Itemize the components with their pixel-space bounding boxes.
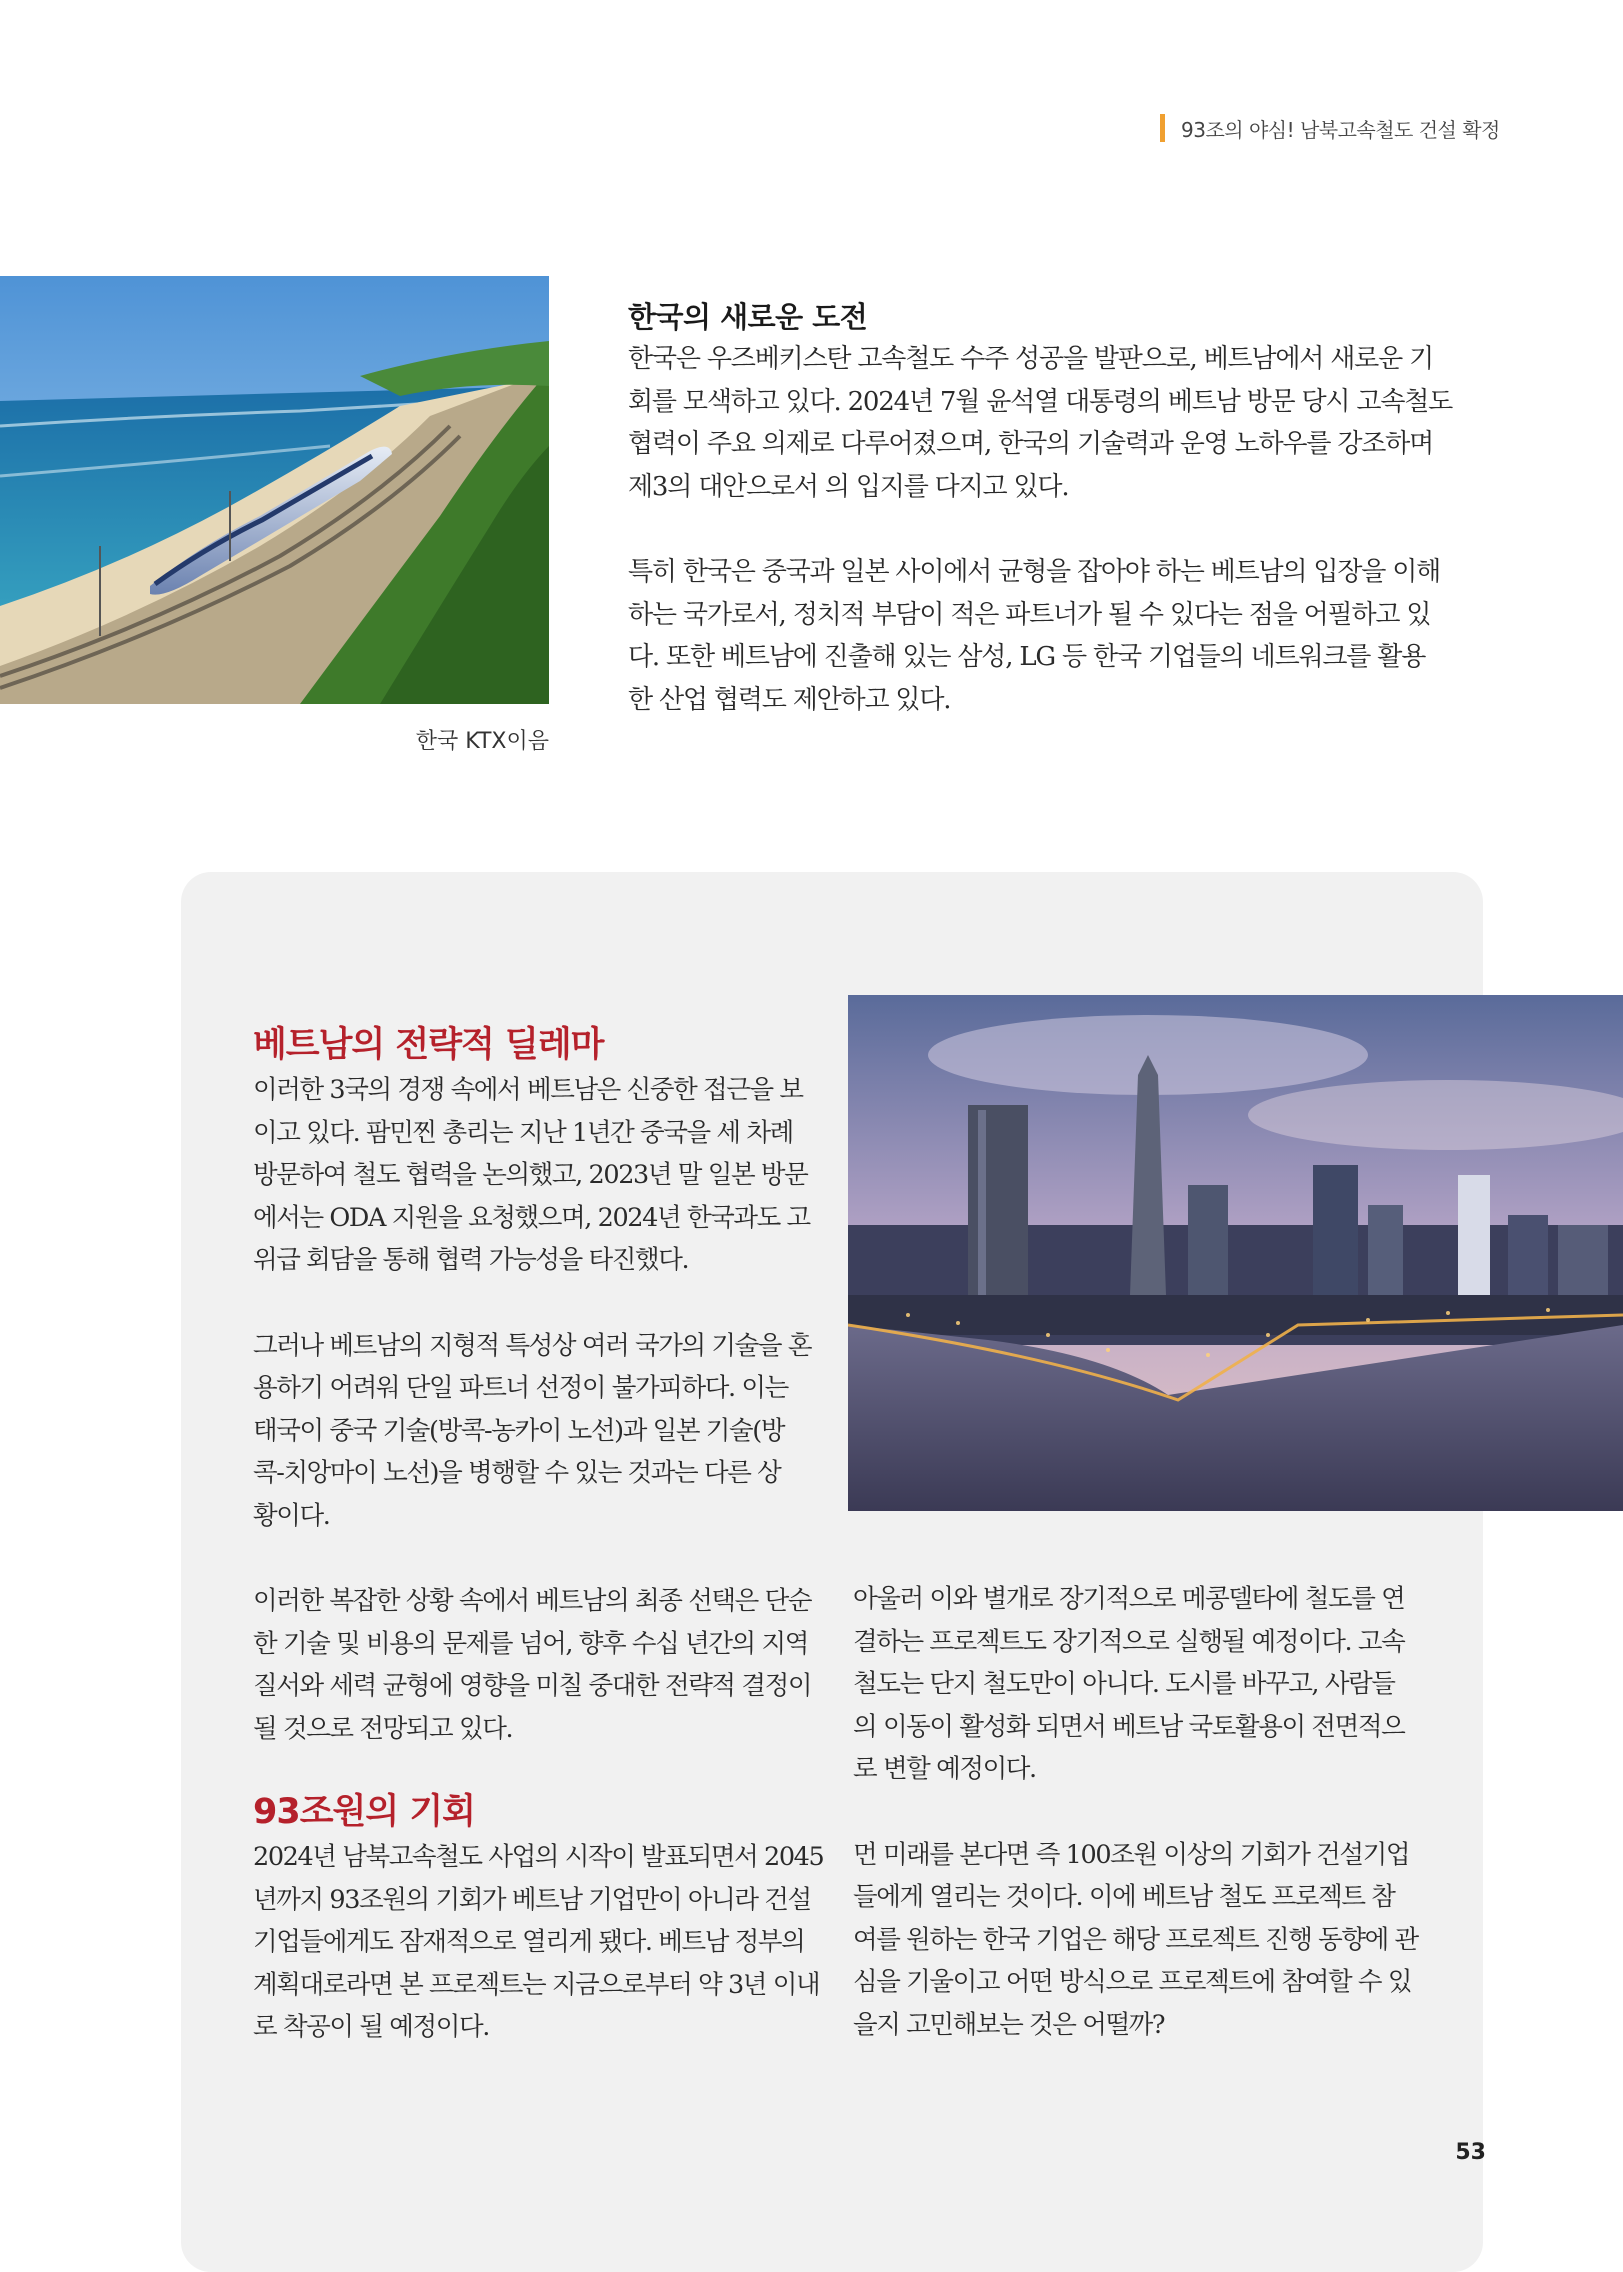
city-skyline-photo [848,995,1623,1511]
text-line: 한 산업 협력도 제안하고 있다. [628,684,951,715]
opportunity-paragraph-1 [253,1836,824,2049]
running-header [1160,113,1500,143]
right-paragraph-2 [853,1834,1418,2047]
text-line: 특히 한국은 중국과 일본 사이에서 균형을 잡아야 하는 베트남의 입장을 이해 [628,557,1441,587]
text-line: 방문하여 철도 협력을 논의했고, 2023년 말 일본 방문 [253,1160,808,1190]
text-line: 한 기술 및 비용의 문제를 넘어, 향후 수십 년간의 지역 [253,1628,808,1659]
text-line: 아울러 이와 별개로 장기적으로 메콩델타에 철도를 연 [853,1584,1405,1614]
text-line: 여를 원하는 한국 기업은 해당 프로젝트 진행 동향에 관 [853,1924,1418,1955]
text-line: 을지 고민해보는 것은 어떨까? [853,2009,1165,2040]
text-line: 콕-치앙마이 노선)을 병행할 수 있는 것과는 다른 상 [253,1458,781,1488]
text-line: 철도는 단지 철도만이 아니다. 도시를 바꾸고, 사람들 [853,1669,1395,1699]
text-line: 태국이 중국 기술(방콕-농카이 노선)과 일본 기술(방 [253,1415,785,1446]
text-line: 년까지 93조원의 기회가 베트남 기업만이 아니라 건설 [253,1884,811,1915]
text-line: 이고 있다. 팜민찐 총리는 지난 1년간 중국을 세 차례 [253,1117,793,1148]
text-line: 하는 국가로서, 정치적 부담이 적은 파트너가 될 수 있다는 점을 어필하고 있 [628,599,1431,630]
text-line: 로 변할 예정이다. [853,1754,1036,1784]
text-line: 제3의 대안으로서 의 입지를 다지고 있다. [628,471,1069,502]
text-line: 의 이동이 활성화 되면서 베트남 국토활용이 전면적으 [853,1711,1405,1742]
text-line: 로 착공이 될 예정이다. [253,2012,489,2042]
dilemma-paragraph-2 [253,1325,813,1538]
text-line: 위급 회담을 통해 협력 가능성을 타진했다. [253,1245,689,1275]
text-line: 질서와 세력 균형에 영향을 미칠 중대한 전략적 결정이 [253,1671,812,1701]
section-title-korea: 한국의 새로운 도전 [628,300,868,334]
left-text-column [253,1017,824,2049]
right-text-column [853,1578,1418,2046]
dilemma-paragraph-3 [253,1580,813,1750]
page-number: 53 [1455,2140,1486,2165]
text-line: 이러한 복잡한 상황 속에서 베트남의 최종 선택은 단순 [253,1586,812,1616]
text-line: 먼 미래를 본다면 즉 100조원 이상의 기회가 건설기업 [853,1839,1410,1870]
text-line: 용하기 어려워 단일 파트너 선정이 불가피하다. 이는 [253,1373,788,1403]
text-line: 될 것으로 전망되고 있다. [253,1713,513,1744]
text-line: 그러나 베트남의 지형적 특성상 여러 국가의 기술을 혼 [253,1330,812,1361]
korea-paragraph-2 [628,551,1441,721]
text-line: 이러한 3국의 경쟁 속에서 베트남은 신중한 접근을 보 [253,1075,803,1105]
ktx-train-photo [0,276,549,704]
right-paragraph-1 [853,1578,1413,1791]
text-line: 에서는 ODA 지원을 요청했으며, 2024년 한국과도 고 [253,1202,810,1233]
text-line: 심을 기울이고 어떤 방식으로 프로젝트에 참여할 수 있 [853,1967,1412,1997]
text-line: 들에게 열리는 것이다. 이에 베트남 철도 프로젝트 참 [853,1882,1395,1912]
section-title-dilemma: 베트남의 전략적 딜레마 [253,1025,604,1065]
korea-challenge-section [628,295,1453,721]
text-line: 회를 모색하고 있다. 2024년 7월 윤석열 대통령의 베트남 방문 당시 고속철도 [628,386,1453,417]
header-accent-bar [1160,114,1165,142]
text-line: 다. 또한 베트남에 진출해 있는 삼성, LG 등 한국 기업들의 네트워크를 활용 [628,642,1426,672]
text-line: 한국은 우즈베키스탄 고속철도 수주 성공을 발판으로, 베트남에서 새로운 기 [628,344,1433,374]
running-title: 93조의 야심! 남북고속철도 건설 확정 [1181,117,1500,142]
text-line: 결하는 프로젝트도 장기적으로 실행될 예정이다. 고속 [853,1626,1405,1657]
korea-paragraph-1 [628,338,1453,508]
text-line: 기업들에게도 잠재적으로 열리게 됐다. 베트남 정부의 [253,1927,805,1957]
text-line: 황이다. [253,1500,330,1531]
text-line: 2024년 남북고속철도 사업의 시작이 발표되면서 2045 [253,1842,824,1872]
dilemma-paragraph-1 [253,1069,813,1282]
train-photo-caption: 한국 KTX이음 [415,729,549,754]
section-title-opportunity: 93조원의 기회 [253,1792,475,1832]
text-line: 계획대로라면 본 프로젝트는 지금으로부터 약 3년 이내 [253,1969,820,2000]
text-line: 협력이 주요 의제로 다루어졌으며, 한국의 기술력과 운영 노하우를 강조하며 [628,429,1433,459]
